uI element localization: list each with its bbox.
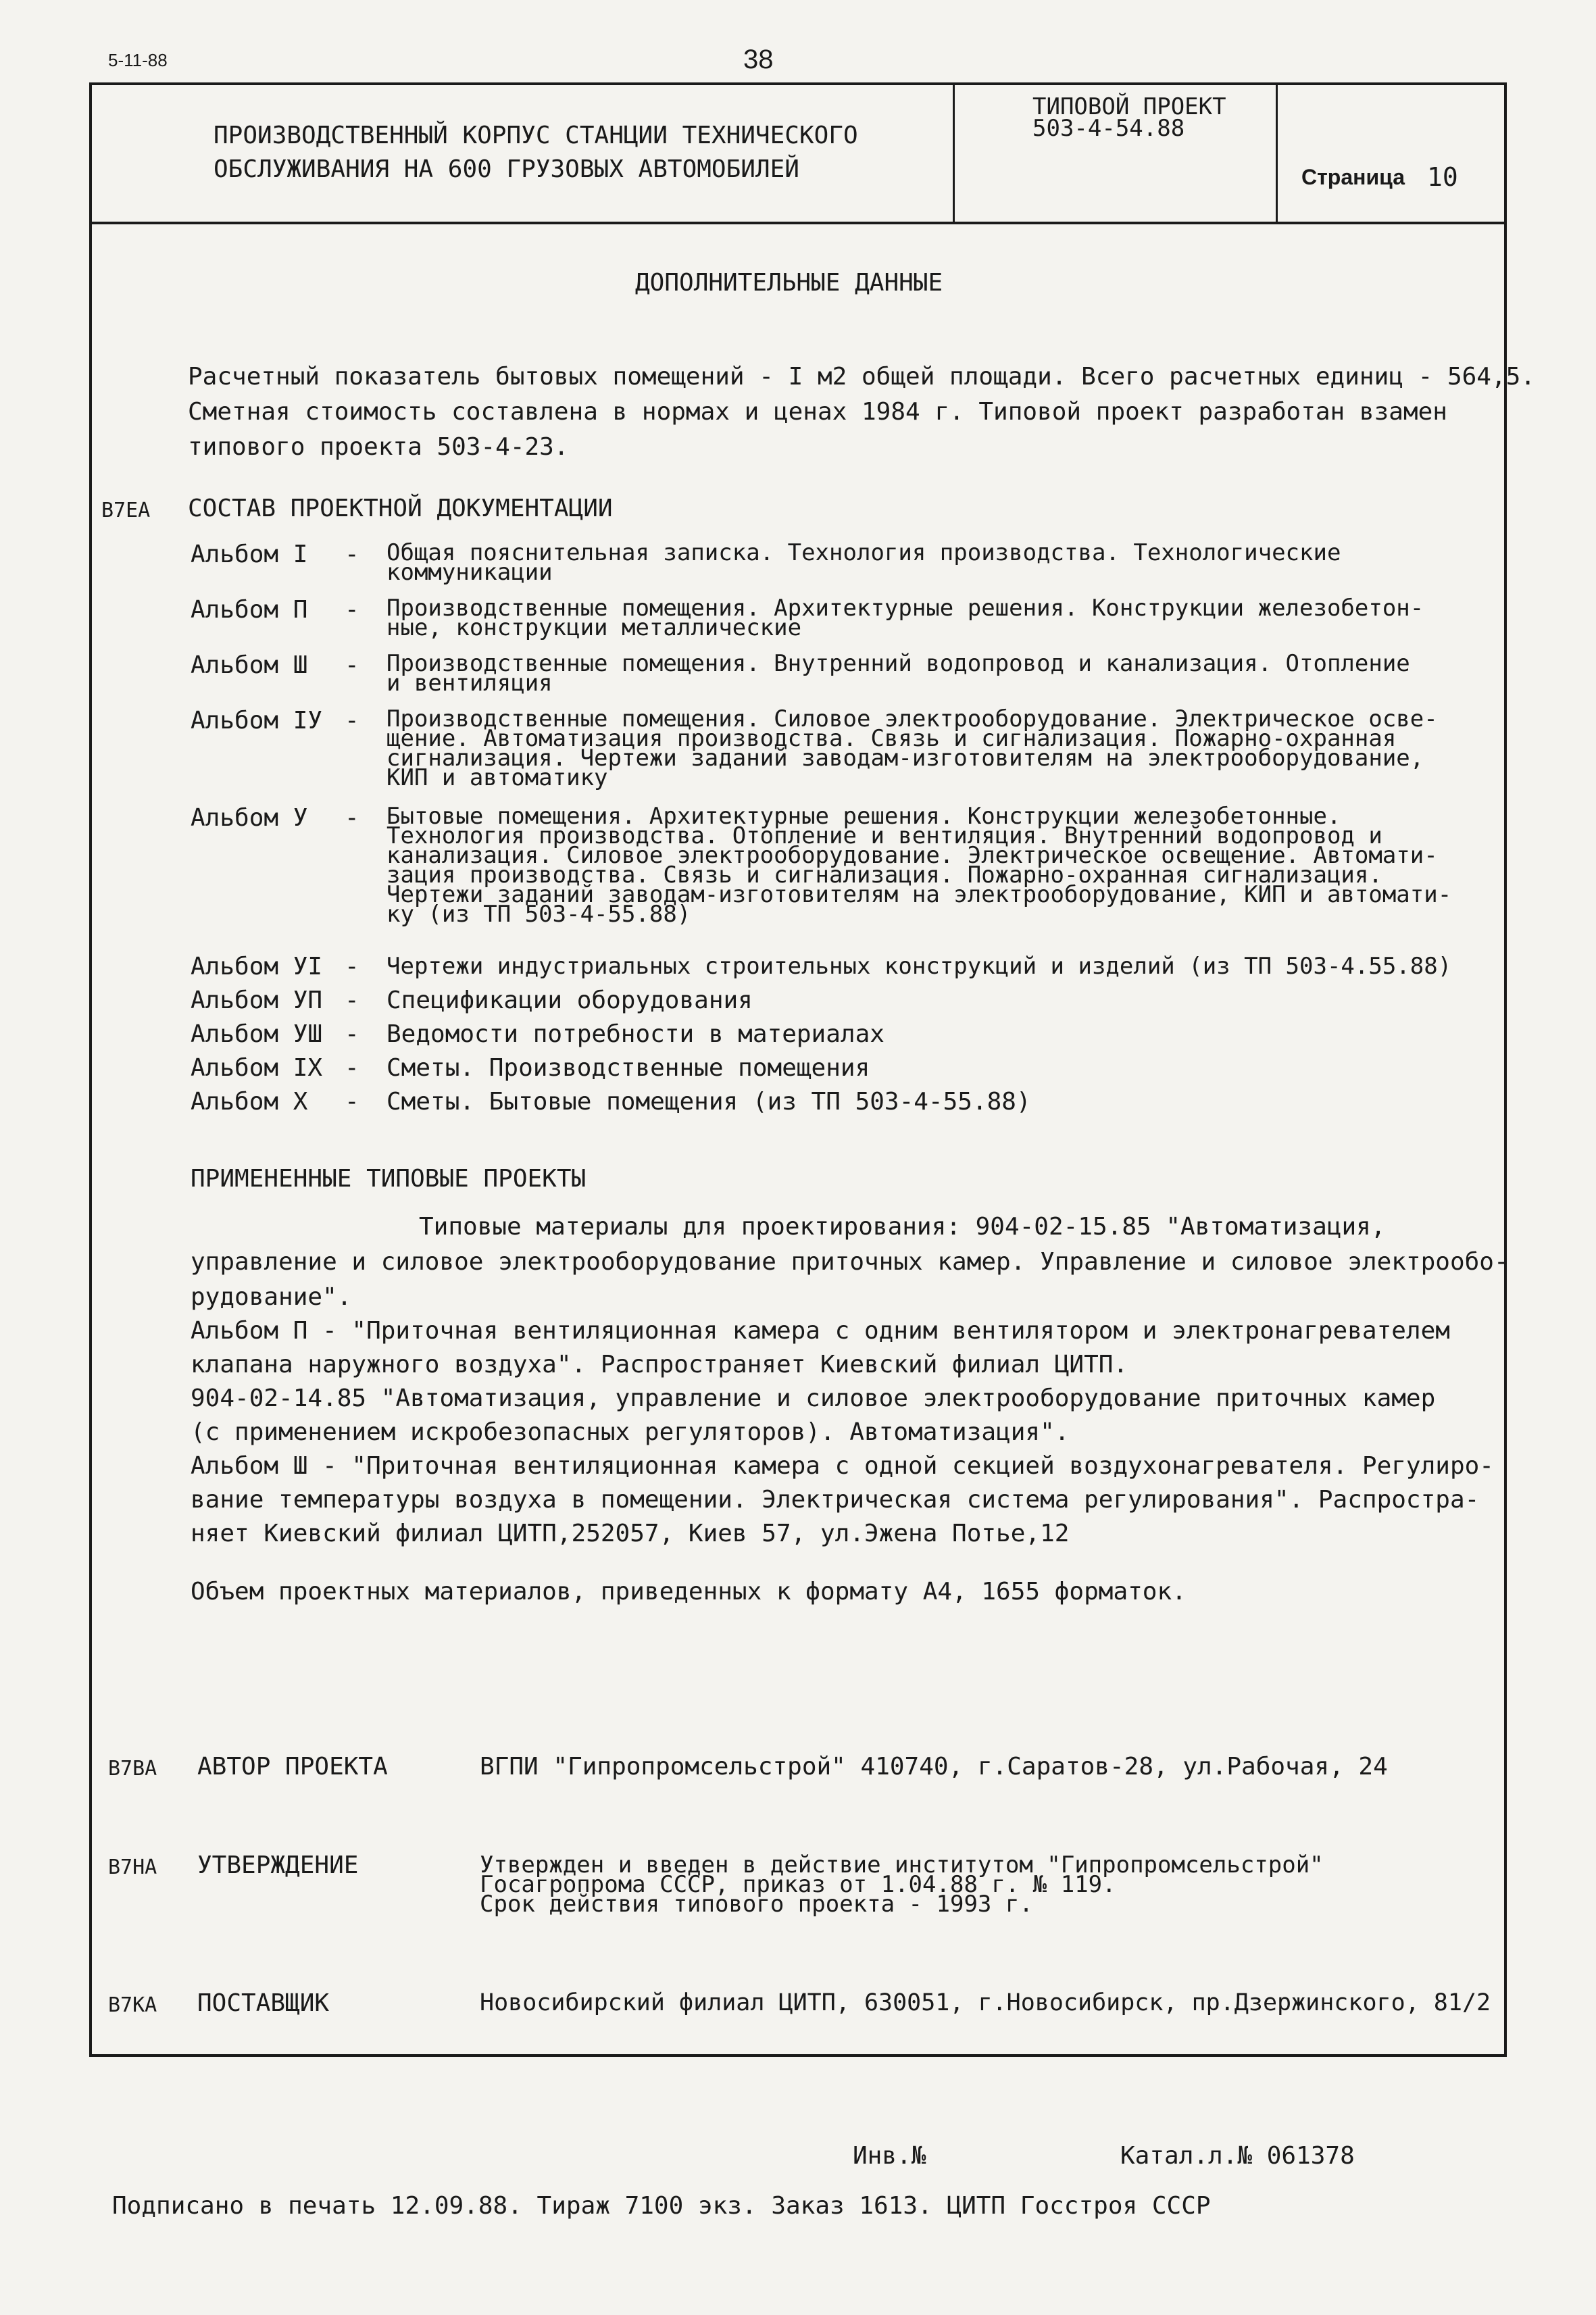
album-desc-line: Чертежи индустриальных строительных конструкций и изделий (из ТП 503-4.55.88) [386, 953, 1452, 980]
album-label: Альбом IУ [191, 707, 323, 735]
album-label: Альбом Ш [191, 651, 308, 679]
applied-heading: ПРИМЕНЕННЫЕ ТИПОВЫЕ ПРОЕКТЫ [191, 1165, 587, 1193]
composition-code: В7ЕА [101, 499, 151, 522]
dash: - [345, 804, 359, 832]
album-desc-line: Сметы. Бытовые помещения (из ТП 503-4-55.88) [386, 1088, 1031, 1116]
album-desc-line: Технология производства. Отопление и вентиляция. Внутренний водопровод и [386, 822, 1382, 849]
supplier-value: Новосибирский филиал ЦИТП, 630051, г.Новосибирск, пр.Дзержинского, 81/2 [480, 1989, 1491, 2016]
album-desc-line: КИП и автоматику [386, 764, 608, 791]
approval-line: Срок действия типового проекта - 1993 г. [480, 1891, 1033, 1918]
applied-line: Типовые материалы для проектирования: 904-02-15.85 "Автоматизация, [419, 1213, 1386, 1241]
album-label: Альбом УI [191, 953, 323, 980]
additional-line-3: типового проекта 503-4-23. [188, 433, 569, 461]
applied-line: управление и силовое электрооборудование приточных камер. Управление и силовое электрообо- [191, 1248, 1509, 1276]
approval-line: Госагропрома СССР, приказ от 1.04.88 г. № 119. [480, 1871, 1116, 1898]
applied-line: няет Киевский филиал ЦИТП,252057, Киев 57, ул.Эжена Потье,12 [191, 1520, 1070, 1547]
applied-line: клапана наружного воздуха". Распространяет Киевский филиал ЦИТП. [191, 1351, 1128, 1378]
dash: - [345, 596, 359, 624]
album-desc-line: канализация. Силовое электрооборудование. Электрическое освещение. Автомати- [386, 842, 1438, 869]
album-label: Альбом УШ [191, 1020, 323, 1048]
album-label: Альбом У [191, 804, 308, 832]
album-desc-line: Производственные помещения. Архитектурные решения. Конструкции железобетон- [386, 595, 1424, 622]
catalog-number: Катал.л.№ 061378 [1120, 2142, 1355, 2170]
dash: - [345, 1088, 359, 1116]
date-stamp: 5-11-88 [108, 50, 168, 70]
imprint-line: Подписано в печать 12.09.88. Тираж 7100 экз. Заказ 1613. ЦИТП Госстроя СССР [112, 2192, 1211, 2220]
supplier-label: ПОСТАВЩИК [197, 1989, 330, 2017]
composition-heading: СОСТАВ ПРОЕКТНОЙ ДОКУМЕНТАЦИИ [188, 495, 613, 522]
volume-line: Объем проектных материалов, приведенных к формату А4, 1655 форматок. [191, 1578, 1187, 1605]
album-desc-line: Производственные помещения. Силовое электрооборудование. Электрическое осве- [386, 705, 1438, 732]
album-desc-line: Сметы. Производственные помещения [386, 1054, 870, 1082]
album-desc-line: сигнализация. Чертежи заданий заводам-изготовителям на электрооборудование, [386, 745, 1424, 772]
approval-line: Утвержден и введен в действие институтом "Гипропромсельстрой" [480, 1851, 1324, 1878]
author-value: ВГПИ "Гипропромсельстрой" 410740, г.Саратов-28, ул.Рабочая, 24 [480, 1753, 1388, 1781]
album-label: Альбом П [191, 596, 308, 624]
author-code: В7ВА [108, 1757, 157, 1781]
dash: - [345, 953, 359, 980]
album-desc-line: Производственные помещения. Внутренний водопровод и канализация. Отопление [386, 650, 1410, 677]
inventory-number: Инв.№ [853, 2142, 926, 2170]
dash: - [345, 1020, 359, 1048]
album-label: Альбом IХ [191, 1054, 323, 1082]
album-desc-line: Чертежи заданий заводам-изготовителям на электрооборудование, КИП и автомати- [386, 881, 1452, 908]
album-desc-line: зация производства. Связь и сигнализация. Пожарно-охранная сигнализация. [386, 862, 1382, 889]
page-label: Страница [1301, 165, 1405, 189]
album-desc-line: Общая пояснительная записка. Технология производства. Технологические [386, 539, 1341, 566]
additional-line-2: Сметная стоимость составлена в нормах и ценах 1984 г. Типовой проект разработан взамен [188, 398, 1447, 426]
album-desc-line: Бытовые помещения. Архитектурные решения. Конструкции железобетонные. [386, 803, 1341, 830]
applied-line: 904-02-14.85 "Автоматизация, управление и силовое электрооборудование приточных камер [191, 1385, 1436, 1412]
dash: - [345, 1054, 359, 1082]
album-desc-line: и вентиляция [386, 670, 553, 697]
album-desc-line: Спецификации оборудования [386, 987, 753, 1014]
project-number: 503-4-54.88 [1032, 115, 1185, 142]
album-label: Альбом I [191, 541, 308, 568]
approval-code: В7НА [108, 1856, 157, 1879]
page-number: 38 [743, 45, 774, 74]
approval-label: УТВЕРЖДЕНИЕ [197, 1851, 359, 1879]
dash: - [345, 651, 359, 679]
album-desc-line: Ведомости потребности в материалах [386, 1020, 884, 1048]
additional-heading: ДОПОЛНИТЕЛЬНЫЕ ДАННЫЕ [635, 269, 943, 297]
additional-line-1: Расчетный показатель бытовых помещений - I м2 общей площади. Всего расчетных единиц - 564,5. [188, 363, 1535, 391]
album-label: Альбом УП [191, 987, 323, 1014]
page-value: 10 [1427, 162, 1458, 192]
applied-line: Альбом Ш - "Приточная вентиляционная камера с одной секцией воздухонагревателя. Регулиро- [191, 1452, 1494, 1480]
applied-line: вание температуры воздуха в помещении. Электрическая система регулирования". Распростра- [191, 1486, 1480, 1514]
applied-line: рудование". [191, 1283, 352, 1311]
supplier-code: В7КА [108, 1993, 157, 2017]
author-label: АВТОР ПРОЕКТА [197, 1753, 388, 1781]
applied-line: Альбом П - "Приточная вентиляционная камера с одним вентилятором и электронагревателем [191, 1317, 1450, 1345]
dash: - [345, 987, 359, 1014]
dash: - [345, 541, 359, 568]
album-desc-line: ку (из ТП 503-4-55.88) [386, 901, 691, 928]
project-label: ТИПОВОЙ ПРОЕКТ [1032, 93, 1226, 120]
album-desc-line: ные, конструкции металлические [386, 614, 802, 641]
applied-line: (с применением искробезопасных регуляторов). Автоматизация". [191, 1418, 1070, 1446]
album-label: Альбом Х [191, 1088, 308, 1116]
header-title-line2: ОБСЛУЖИВАНИЯ НА 600 ГРУЗОВЫХ АВТОМОБИЛЕЙ [214, 155, 799, 183]
dash: - [345, 707, 359, 735]
header-title-line1: ПРОИЗВОДСТВЕННЫЙ КОРПУС СТАНЦИИ ТЕХНИЧЕСКОГО [214, 122, 858, 149]
album-desc-line: щение. Автоматизация производства. Связь и сигнализация. Пожарно-охранная [386, 725, 1397, 752]
album-desc-line: коммуникации [386, 559, 553, 586]
